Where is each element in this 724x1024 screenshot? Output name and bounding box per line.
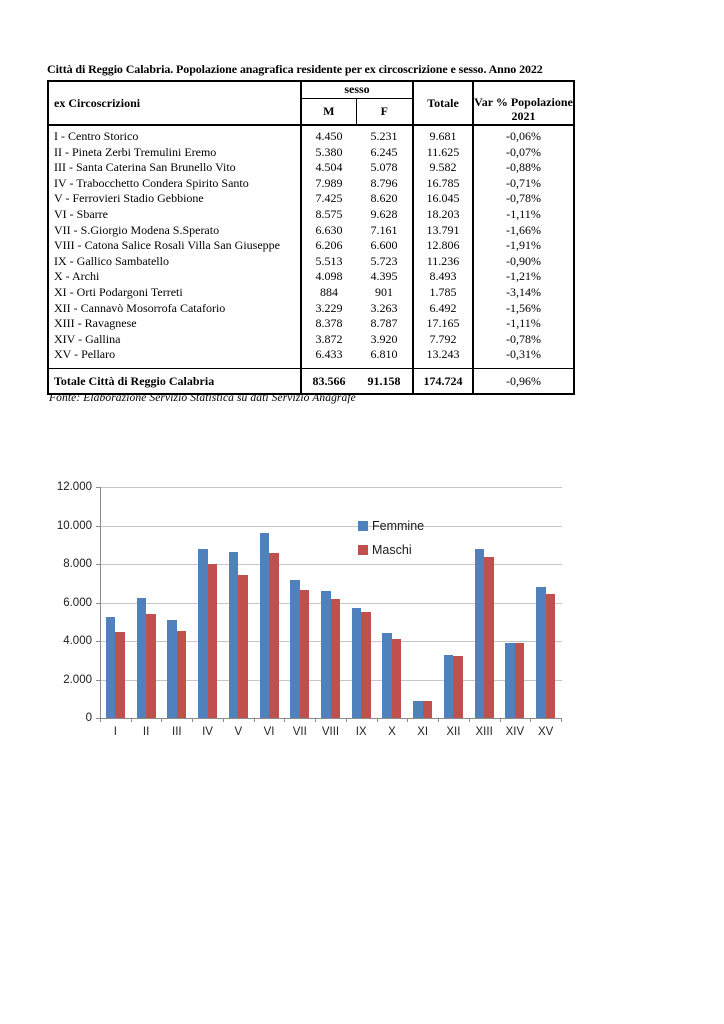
var-percent: -0,88% <box>506 160 541 175</box>
chart-x-tick-label: IV <box>202 726 213 738</box>
population-bar-chart <box>40 468 660 768</box>
population-table <box>47 80 575 395</box>
chart-x-tick <box>469 718 470 722</box>
male-count: 8.378 <box>315 316 343 331</box>
total-count: 16.785 <box>413 176 473 192</box>
table-row <box>48 301 574 317</box>
chart-bar-maschi <box>269 553 279 718</box>
district-name: VIII - Catona Salice Rosali Villa San Giuseppe <box>48 238 301 254</box>
male-count: 884 <box>320 284 338 299</box>
table-row <box>48 191 574 207</box>
chart-x-tick <box>284 718 285 722</box>
total-row <box>48 368 574 394</box>
chart-bar-femmine <box>382 633 392 718</box>
male-count: 3.229 <box>315 300 343 315</box>
total-count: 17.165 <box>413 316 473 332</box>
chart-x-tick-label: XII <box>446 726 461 738</box>
source-note: Fonte: Elaborazione Servizio Statistica su dati Servizio Anagrafe <box>49 392 356 404</box>
var-percent: -1,21% <box>506 269 541 284</box>
table-row <box>48 316 574 332</box>
chart-y-tick-label: 2.000 <box>63 673 92 686</box>
chart-x-tick <box>377 718 378 722</box>
chart-bar-femmine <box>198 549 208 718</box>
table-row <box>48 207 574 223</box>
chart-bar-maschi <box>115 632 125 718</box>
male-count: 4.504 <box>315 160 343 175</box>
var-percent: -1,11% <box>506 206 541 221</box>
total-count: 12.806 <box>413 238 473 254</box>
legend-item-maschi <box>358 543 424 557</box>
district-name: XIII - Ravagnese <box>48 316 301 332</box>
total-count: 16.045 <box>413 191 473 207</box>
chart-x-tick <box>407 718 408 722</box>
chart-bar-maschi <box>208 564 218 718</box>
female-count: 8.620 <box>356 191 413 207</box>
female-count: 7.161 <box>356 223 413 239</box>
header-sex-group: sesso <box>301 81 413 98</box>
female-count: 8.787 <box>356 316 413 332</box>
district-name: V - Ferrovieri Stadio Gebbione <box>48 191 301 207</box>
chart-x-tick <box>100 718 101 722</box>
var-percent: -0,31% <box>506 347 541 362</box>
male-count: 5.513 <box>315 253 343 268</box>
chart-x-tick-label: VIII <box>321 726 340 738</box>
female-count: 6.245 <box>356 145 413 161</box>
chart-bar-maschi <box>238 575 248 718</box>
chart-bar-maschi <box>392 639 402 718</box>
chart-y-tick <box>96 487 100 488</box>
legend-label: Maschi <box>372 543 412 557</box>
header-total: Totale <box>413 81 473 125</box>
female-count: 6.810 <box>356 347 413 368</box>
chart-x-tick <box>346 718 347 722</box>
table-row <box>48 223 574 239</box>
chart-x-tick-label: VI <box>263 726 275 738</box>
chart-bar-femmine <box>106 617 116 718</box>
chart-gridline <box>100 526 562 527</box>
chart-bar-femmine <box>536 587 546 718</box>
total-count: 9.582 <box>413 160 473 176</box>
chart-bar-femmine <box>475 549 485 718</box>
chart-bar-femmine <box>260 533 270 718</box>
var-percent: -3,14% <box>506 284 541 299</box>
chart-bar-femmine <box>352 608 362 718</box>
chart-gridline <box>100 487 562 488</box>
table-body <box>48 125 574 368</box>
chart-x-tick-label: XI <box>417 726 429 738</box>
district-name: VII - S.Giorgio Modena S.Sperato <box>48 223 301 239</box>
table-row <box>48 285 574 301</box>
total-count: 1.785 <box>413 285 473 301</box>
chart-bar-femmine <box>321 591 331 718</box>
chart-bar-femmine <box>505 643 515 718</box>
header-var-percent <box>473 81 574 125</box>
header-district: ex Circoscrizioni <box>48 81 301 125</box>
chart-x-tick <box>192 718 193 722</box>
total-total: 174.724 <box>413 368 473 394</box>
total-count: 11.625 <box>413 145 473 161</box>
table-row <box>48 332 574 348</box>
total-male: 83.566 <box>301 368 356 394</box>
chart-bar-maschi <box>300 590 310 718</box>
var-percent: -0,06% <box>506 129 541 143</box>
var-percent: -0,07% <box>506 144 541 159</box>
chart-x-tick <box>315 718 316 722</box>
chart-bar-femmine <box>444 655 454 718</box>
female-count: 5.723 <box>356 254 413 270</box>
total-count: 18.203 <box>413 207 473 223</box>
chart-bar-maschi <box>453 656 463 718</box>
chart-x-tick-label: III <box>172 726 182 738</box>
var-percent: -0,78% <box>506 331 541 346</box>
female-count: 5.078 <box>356 160 413 176</box>
chart-x-tick-label: XV <box>537 726 554 738</box>
chart-bar-femmine <box>290 580 300 718</box>
var-percent: -1,11% <box>506 316 541 331</box>
female-count: 3.920 <box>356 332 413 348</box>
female-count: 9.628 <box>356 207 413 223</box>
chart-bar-maschi <box>177 631 187 718</box>
chart-x-tick-label: X <box>388 726 396 738</box>
chart-x-tick-label: V <box>234 726 243 738</box>
chart-bar-maschi <box>331 599 341 718</box>
male-count: 5.380 <box>315 144 343 159</box>
chart-x-tick <box>161 718 162 722</box>
district-name: XV - Pellaro <box>48 347 301 368</box>
table-row <box>48 125 574 145</box>
chart-x-tick <box>131 718 132 722</box>
male-count: 4.098 <box>315 269 343 284</box>
chart-y-tick-label: 6.000 <box>63 596 92 609</box>
district-name: XII - Cannavò Mosorrofa Cataforio <box>48 301 301 317</box>
female-count: 3.263 <box>356 301 413 317</box>
var-percent: -0,71% <box>506 175 541 190</box>
male-count: 3.872 <box>315 331 343 346</box>
district-name: IV - Trabocchetto Condera Spirito Santo <box>48 176 301 192</box>
table-row <box>48 254 574 270</box>
total-count: 6.492 <box>413 301 473 317</box>
total-count: 13.791 <box>413 223 473 239</box>
var-percent: -1,91% <box>506 238 541 253</box>
total-var: -0,96% <box>473 368 574 394</box>
male-count: 7.989 <box>315 175 343 190</box>
chart-x-tick-label: XIV <box>505 726 525 738</box>
header-female: F <box>356 98 413 125</box>
table-row <box>48 269 574 285</box>
legend-marker-icon <box>358 521 368 531</box>
district-name: III - Santa Caterina San Brunello Vito <box>48 160 301 176</box>
chart-x-tick <box>530 718 531 722</box>
chart-y-tick-label: 8.000 <box>63 558 92 570</box>
chart-bar-maschi <box>361 612 371 718</box>
female-count: 5.231 <box>356 125 413 145</box>
chart-x-tick-label: II <box>142 726 150 738</box>
chart-y-tick <box>96 526 100 527</box>
var-percent: -0,90% <box>506 253 541 268</box>
male-count: 8.575 <box>315 206 343 221</box>
female-count: 8.796 <box>356 176 413 192</box>
header-var-line1: Var % Popolazione <box>474 95 573 109</box>
chart-bar-femmine <box>229 552 239 718</box>
total-label: Totale Città di Reggio Calabria <box>48 368 301 394</box>
total-count: 11.236 <box>413 254 473 270</box>
chart-bar-femmine <box>137 598 147 718</box>
chart-bar-maschi <box>146 614 156 718</box>
chart-x-tick-label: I <box>113 726 117 738</box>
male-count: 7.425 <box>315 191 343 206</box>
legend-label: Femmine <box>372 519 425 533</box>
chart-x-tick-label: IX <box>355 726 367 738</box>
chart-x-tick-label: VII <box>292 726 307 738</box>
table-row <box>48 176 574 192</box>
male-count: 6.206 <box>315 238 343 253</box>
chart-bar-femmine <box>413 701 423 718</box>
district-name: II - Pineta Zerbi Tremulini Eremo <box>48 145 301 161</box>
total-count: 13.243 <box>413 347 473 368</box>
chart-y-tick-label: 12.000 <box>56 481 92 493</box>
female-count: 6.600 <box>356 238 413 254</box>
chart-bar-maschi <box>515 643 525 718</box>
female-count: 901 <box>356 285 413 301</box>
table-total-row <box>48 368 574 394</box>
chart-y-tick <box>96 603 100 604</box>
chart-y-tick <box>96 641 100 642</box>
chart-x-tick <box>438 718 439 722</box>
var-percent: -1,56% <box>506 300 541 315</box>
chart-x-tick-label: XIII <box>475 726 493 738</box>
chart-bar-maschi <box>423 701 433 718</box>
chart-y-axis <box>100 487 101 719</box>
chart-y-tick-label: 4.000 <box>63 635 92 647</box>
female-count: 4.395 <box>356 269 413 285</box>
male-count: 6.433 <box>315 347 343 362</box>
total-count: 9.681 <box>413 125 473 145</box>
district-name: XI - Orti Podargoni Terreti <box>48 285 301 301</box>
document-title: Città di Reggio Calabria. Popolazione anagrafica residente per ex circoscrizione e sesso. Anno 2022 <box>47 62 543 76</box>
chart-x-tick <box>223 718 224 722</box>
district-name: VI - Sbarre <box>48 207 301 223</box>
male-count: 4.450 <box>315 129 343 143</box>
legend-marker-icon <box>358 545 368 555</box>
district-name: XIV - Gallina <box>48 332 301 348</box>
total-count: 7.792 <box>413 332 473 348</box>
header-var-line2: 2021 <box>511 109 536 123</box>
district-name: I - Centro Storico <box>48 125 301 145</box>
table-row <box>48 145 574 161</box>
chart-y-tick <box>96 564 100 565</box>
var-percent: -1,66% <box>506 222 541 237</box>
chart-y-tick-label: 10.000 <box>56 519 92 532</box>
table-row <box>48 347 574 368</box>
table-row <box>48 160 574 176</box>
header-male: M <box>301 98 356 125</box>
table-row <box>48 238 574 254</box>
chart-y-tick <box>96 680 100 681</box>
total-count: 8.493 <box>413 269 473 285</box>
district-name: X - Archi <box>48 269 301 285</box>
table-header <box>48 81 574 125</box>
legend-item-femmine <box>358 519 424 533</box>
chart-x-tick <box>561 718 562 722</box>
male-count: 6.630 <box>315 222 343 237</box>
chart-x-tick <box>254 718 255 722</box>
chart-x-axis <box>100 718 562 719</box>
chart-y-tick-label: 0 <box>85 712 92 724</box>
chart-bar-femmine <box>167 620 177 718</box>
var-percent: -0,78% <box>506 191 541 206</box>
chart-bar-maschi <box>546 594 556 718</box>
total-female: 91.158 <box>356 368 413 394</box>
chart-x-tick <box>500 718 501 722</box>
district-name: IX - Gallico Sambatello <box>48 254 301 270</box>
chart-legend <box>358 519 424 567</box>
chart-bar-maschi <box>484 557 494 718</box>
